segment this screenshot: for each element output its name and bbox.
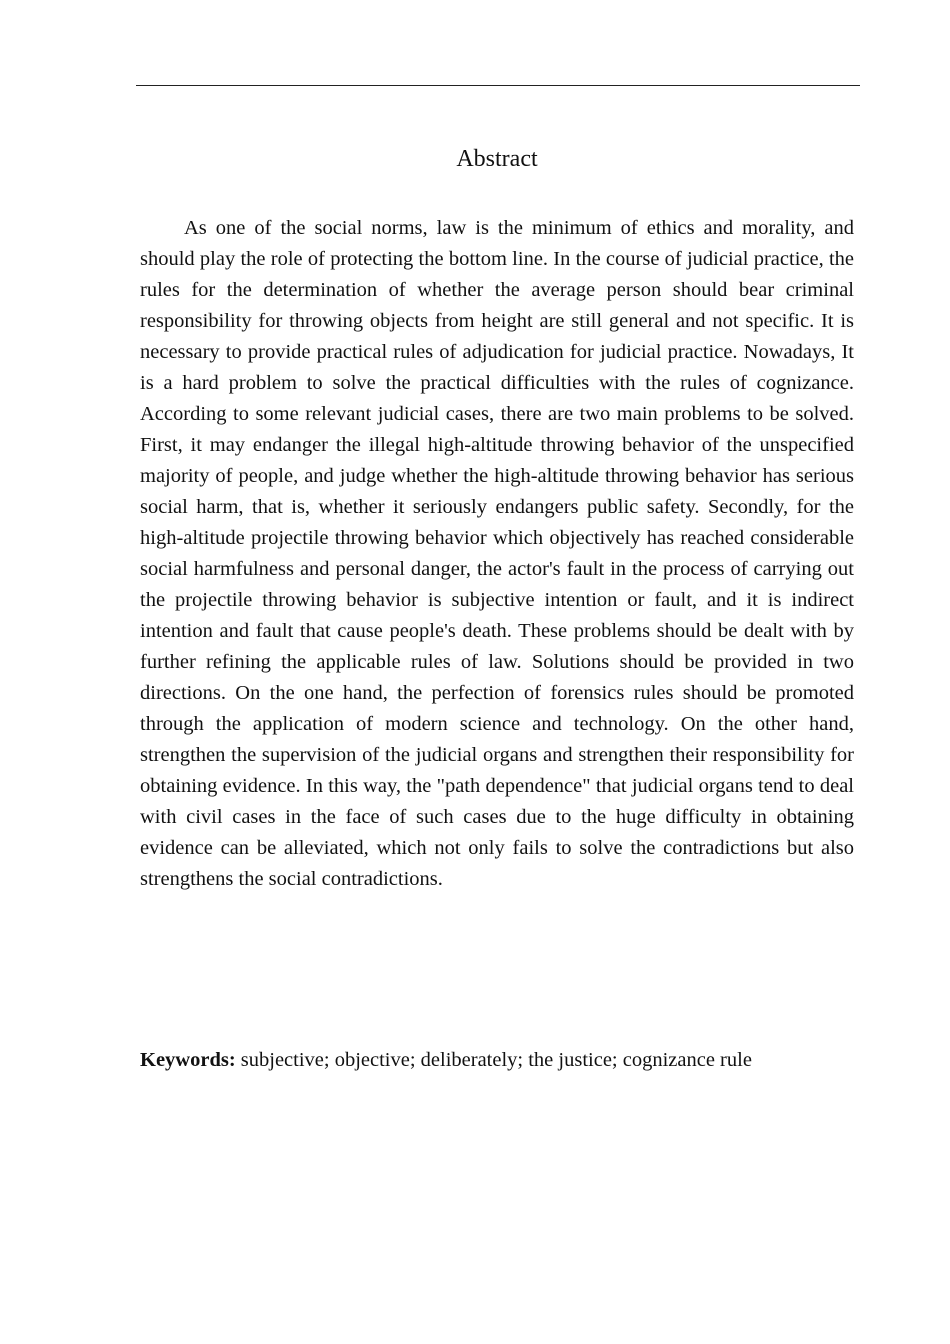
keywords-line xyxy=(140,1045,854,1076)
abstract-paragraph: As one of the social norms, law is the minimum of ethics and morality, and should play the role of protecting the bottom line. In the course of judicial practice, the rules for the determination of whether the average person should bear criminal responsibility for throwing objects from height are still general and not specific. It is necessary to provide practical rules of adjudication for judicial practice. Nowadays, It is a hard problem to solve the practical difficulties with the rules of cognizance. According to some relevant judicial cases, there are two main problems to be solved. First, it may endanger the illegal high-altitude throwing behavior of the unspecified majority of people, and judge whether the high-altitude throwing behavior has serious social harm, that is, whether it seriously endangers public safety. Secondly, for the high-altitude projectile throwing behavior which objectively has reached considerable social harmfulness and personal danger, the actor's fault in the process of carrying out the projectile throwing behavior is subjective intention or fault, and it is indirect intention and fault that cause people's death. These problems should be dealt with by further refining the applicable rules of law. Solutions should be provided in two directions. On the one hand, the perfection of forensics rules should be promoted through the application of modern science and technology. On the other hand, strengthen the supervision of the judicial organs and strengthen their responsibility for obtaining evidence. In this way, the "path dependence" that judicial organs tend to deal with civil cases in the face of such cases due to the huge difficulty in obtaining evidence can be alleviated, which not only fails to solve the contradictions but also strengthens the social contradictions. xyxy=(140,217,854,890)
page-title: Abstract xyxy=(456,146,538,172)
header-rule xyxy=(136,85,860,86)
keywords-label: Keywords: xyxy=(140,1049,236,1071)
keywords-value: subjective; objective; deliberately; the justice; cognizance rule xyxy=(235,1049,752,1071)
